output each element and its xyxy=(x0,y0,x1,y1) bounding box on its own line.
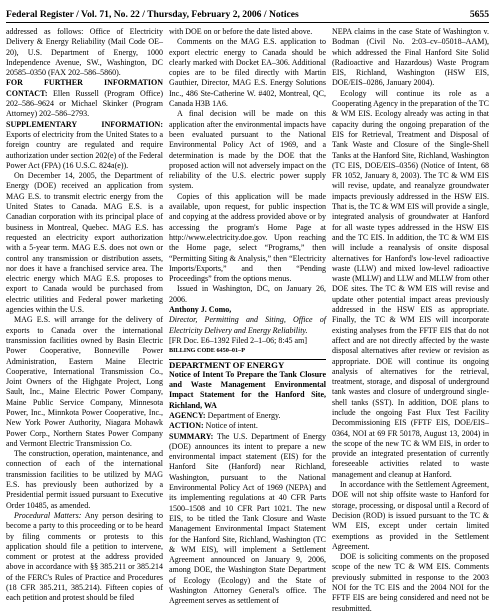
agency-heading: DEPARTMENT OF ENERGY xyxy=(169,359,285,370)
notice-title: Notice of Intent To Prepare the Tank Closure and Waste Management Environmental Impact Statement for the Hanford Site, Richland, WA xyxy=(169,369,326,410)
supplementary-text: Exports of electricity from the United States to a foreign country are regulated and require authorization under section 202(e) of the Federal Power Act (FPA) (16 U.S.C. 824a(e)). xyxy=(6,129,163,170)
procedural-text: Any person desiring to become a party to this proceeding or to be heard by filing comments or protests to this application should file a petition to intervene, comment or protest at the address provided above in accordance with §§ 385.211 or 385.214 of the FERC's Rules of Practice and Procedures (18 CFR 385.211, 385.214). Fifteen copies of each petition and protest should be filed xyxy=(6,510,163,603)
contact-label: FOR FURTHER INFORMATION CONTACT: xyxy=(6,78,163,98)
contact-text: Ellen Russell (Program Office) 202–586–9624 or Michael Skinker (Program Attorney) 202–586–2793. xyxy=(6,88,164,119)
agency-line xyxy=(169,411,326,421)
billing-code: BILLING CODE 6450–01–P xyxy=(169,346,326,359)
header-citation: Federal Register / Vol. 71, No. 22 / Thursday, February 2, 2006 / Notices xyxy=(6,9,299,20)
column-1 xyxy=(6,27,164,603)
summary-text: The U.S. Department of Energy (DOE) announces its intent to prepare a new environmental impact statement (EIS) for the Hanford Site (Hanford) near Richland, Washington, pursuant to the National Environmental Policy Act of 1969 (NEPA) and its implementing regulations at 40 CFR Parts 1500–1508 and 10 CFR Part 1021. The new EIS, to be titled the Tank Closure and Waste Management Environmental Impact Statement for the Hanford Site, Richland, Washington (TC & WM EIS), will implement a Settlement Agreement announced on January 9, 2006, among DOE, the Washington State Department of Ecology (Ecology) and the State of Washington Attorney General's office. The Agreement serves as settlement of xyxy=(169,431,327,606)
contact-paragraph xyxy=(6,78,163,119)
page-number: 5655 xyxy=(469,9,489,20)
running-header xyxy=(6,6,489,23)
action-line xyxy=(169,421,326,431)
text-columns xyxy=(6,27,489,613)
summary-label: SUMMARY: xyxy=(169,431,214,441)
copies-paragraph: Copies of this application will be made available, upon request, for public inspection and copying at the address provided above or by accessing the program's Home Page at http://www.electricity.doe.gov. Upon reaching the Home page, select “Programs,” then “Permitting Siting & Analysis,” then “Electricity Imports/Exports,” and then “Pending Proceedings” from the options menus. xyxy=(169,191,326,284)
supplementary-label: SUPPLEMENTARY INFORMATION: xyxy=(6,119,163,129)
settlement-paragraph: In accordance with the Settlement Agreement, DOE will not ship offsite waste to Hanford for storage, processing, or disposal until a Record of Decision (ROD) is issued pursuant to the TC & WM EIS, except under certain limited exemptions as provided in the Settlement Agreement. xyxy=(332,480,489,551)
nepa-claims-paragraph: NEPA claims in the case State of Washington v. Bodman (Civil No. 2:03–cv–05018–AAM), which addressed the Final Hanford Site Solid (Radioactive and Hazardous) Waste Program EIS, Richland, Washington (HSW EIS, DOE/EIS–0286, January 2004). xyxy=(332,27,489,88)
signer-title: Director, Permitting and Siting, Office of Electricity Delivery and Energy Reliability. xyxy=(169,315,326,335)
signer-name: Anthony J. Como, xyxy=(169,305,232,315)
fr-doc-line: [FR Doc. E6–1392 Filed 2–1–06; 8:45 am] xyxy=(169,335,307,345)
agency-label: AGENCY: xyxy=(169,410,206,420)
column-3 xyxy=(332,27,489,613)
action-label: ACTION: xyxy=(169,421,204,431)
agency-text: Department of Energy. xyxy=(207,410,281,420)
supplementary-paragraph xyxy=(6,120,163,171)
column-2 xyxy=(169,27,327,606)
procedural-label: Procedural Matters: xyxy=(14,510,82,520)
permit-paragraph: The construction, operation, maintenance, and connection of each of the international transmission facilities to be utilized by MAG E.S. has previously been authorized by a Presidential permit issued pursuant to Executive Order 10485, as amended. xyxy=(6,449,163,510)
decision-paragraph: A final decision will be made on this application after the environmental impacts have been evaluated pursuant to the National Environmental Policy Act of 1969, and a determination is made by the DOE that the proposed action will not adversely impact on the reliability of the U.S. electric power supply system. xyxy=(169,109,326,191)
comments-paragraph: Comments on the MAG E.S. application to export electric energy to Canada should be clearly marked with Docket EA–306. Additional copies are to be filed directly with Martin Gauthier, Director, MAG E.S. Energy Solutions Inc., 486 Ste-Catherine W. #402, Montreal, QC, Canada H3B 1A6. xyxy=(169,37,326,109)
soliciting-paragraph: DOE is soliciting comments on the proposed scope of the new TC & WM EIS. Comments previously submitted in response to the 2003 NOI for the TC EIS and the 2004 NOI for the FFTF EIS are being considered and need not be resubmitted. xyxy=(332,552,489,613)
continued-paragraph: with DOE on or before the date listed above. xyxy=(169,27,313,36)
ecology-paragraph: Ecology will continue its role as a Cooperating Agency in the preparation of the TC & WM EIS. Ecology already was acting in that capacity during the ongoing preparation of the EIS for Retrieval, Treatment and Disposal of Tank Waste and Closure of the Single-Shell Tanks at the Hanford Site, Richland, Washington (TC EIS, DOE/EIS–0356) (Notice of Intent, 68 FR 1052, January 8, 2003). The TC & WM EIS will revise, update, and reanalyze groundwater impacts previously addressed in the HSW EIS. That is, the TC & WM EIS will provide a single, integrated analysis of groundwater at Hanford for all waste types addressed in the HSW EIS and the TC EIS. In addition, the TC & WM EIS will include a reanalysis of onsite disposal alternatives for Hanford's low-level radioactive waste (LLW) and mixed low-level radioactive waste (MLLW) and LLW and MLLW from other DOE sites. The TC & WM EIS will revise and update other potential impact areas previously addressed in the HSW EIS as appropriate. Finally, the TC & WM EIS will incorporate existing analyses from the FFTF EIS that do not affect and are not directly affected by the waste disposal alternatives after review or revision as appropriate. DOE will continue its ongoing analysis of alternatives for the retrieval, treatment, storage, and disposal of underground tank wastes and closure of underground single-shell tanks (SST). In addition, DOE plans to include the ongoing Fast Flux Test Facility Decommissioning EIS (FFTF EIS, DOE/EIS–0364, NOI at 69 FR 50178, August 13, 2004) in the scope of the new TC & WM EIS, in order to provide an integrated presentation of currently foreseeable activities related to waste management and cleanup at Hanford. xyxy=(332,88,489,479)
issued-line: Issued in Washington, DC, on January 26, 2006. xyxy=(169,284,326,304)
summary-paragraph xyxy=(169,432,326,607)
procedural-paragraph xyxy=(6,511,163,604)
delivery-paragraph: MAG E.S. will arrange for the delivery of exports to Canada over the international transmission facilities owned by Basin Electric Power Cooperative, Bonneville Power Administration, Eastern Maine Electric Cooperative, International Transmission Co., Joint Owners of the Highgate Project, Long Sault, Inc., Maine Electric Power Company, Maine Public Service Company, Minnesota Power, Inc., Minnkota Power Cooperative, Inc., New York Power Authority, Niagara Mohawk Power Corp., Northern States Power Company and Vermont Electric Transmission Co. xyxy=(6,315,163,448)
action-text: Notice of intent. xyxy=(205,421,258,431)
application-paragraph: On December 14, 2005, the Department of Energy (DOE) received an application from MAG E.S. to transmit electric energy from the United States to Canada. MAG E.S. is a Canadian corporation with its principal place of business in Montreal, Quebec. MAG E.S. has requested an electricity export authorization with a 5-year term. MAG E.S. does not own or control any transmission or distribution assets, nor does it have a franchised service area. The electric energy which MAG E.S. proposes to export to Canada would be purchased from electric utilities and Federal power marketing agencies within the U.S. xyxy=(6,171,163,315)
address-paragraph: addressed as follows: Office of Electricity Delivery & Energy Reliability (Mail Code OE–20), U.S. Department of Energy, 1000 Independence Avenue, SW., Washington, DC 20585–0350 (FAX 202–586–5860). xyxy=(6,27,163,78)
